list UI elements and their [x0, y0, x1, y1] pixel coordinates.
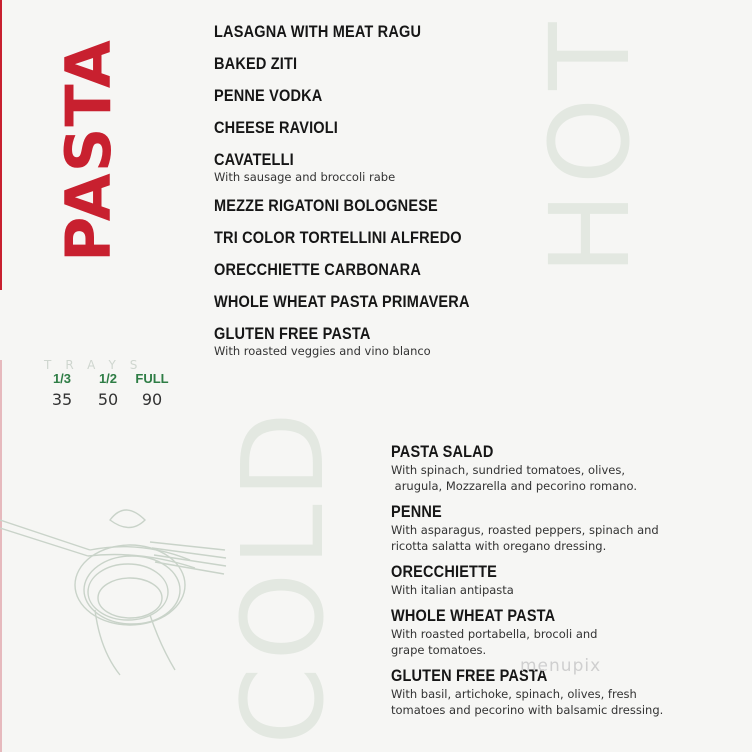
item-name: GLUTEN FREE PASTA — [214, 325, 371, 343]
item-description: ricotta salatta with oregano dressing. — [391, 539, 607, 553]
list-item — [214, 150, 504, 184]
list-item — [214, 228, 504, 248]
left-red-rule — [0, 0, 2, 290]
item-name: ORECCHIETTE CARBONARA — [214, 261, 421, 279]
list-item — [391, 502, 663, 554]
list-item — [391, 562, 663, 598]
item-description: With roasted portabella, brocoli and — [391, 627, 598, 641]
item-name: PENNE — [391, 503, 442, 521]
item-name: WHOLE WHEAT PASTA PRIMAVERA — [214, 293, 470, 311]
list-item — [214, 292, 504, 312]
hot-background-text: HOT — [526, 14, 654, 275]
cold-background-text: COLD — [219, 406, 349, 745]
list-item — [391, 442, 663, 494]
item-name: CAVATELLI — [214, 151, 294, 169]
list-item — [214, 324, 504, 358]
item-description: arugula, Mozzarella and pecorino romano. — [391, 479, 638, 493]
item-description: With roasted veggies and vino blanco — [214, 344, 431, 358]
list-item — [391, 606, 663, 658]
item-description: With sausage and broccoli rabe — [214, 170, 396, 184]
tray-size-full — [130, 371, 174, 409]
item-name: CHEESE RAVIOLI — [214, 119, 339, 137]
item-name: TRI COLOR TORTELLINI ALFREDO — [214, 229, 462, 247]
list-item — [214, 118, 504, 138]
item-description: With basil, artichoke, spinach, olives, fresh — [391, 687, 637, 701]
item-name: ORECCHIETTE — [391, 563, 498, 581]
item-name: WHOLE WHEAT PASTA — [391, 607, 556, 625]
list-item — [214, 196, 504, 216]
item-description: grape tomatoes. — [391, 643, 487, 657]
tray-size-half — [86, 371, 130, 409]
page-title: PASTA — [52, 39, 125, 262]
trays-label: TRAYS — [44, 358, 152, 372]
tray-price: 35 — [51, 390, 73, 409]
list-item — [214, 54, 504, 74]
tray-price: 50 — [97, 390, 119, 409]
item-description: tomatoes and pecorino with balsamic dressing. — [391, 703, 664, 717]
cold-pasta-list — [391, 442, 663, 726]
tray-size-label: 1/3 — [52, 371, 72, 386]
tray-size-third — [40, 371, 84, 409]
tray-size-label: 1/2 — [98, 371, 118, 386]
item-name: BAKED ZITI — [214, 55, 298, 73]
item-description: With asparagus, roasted peppers, spinach and — [391, 523, 659, 537]
item-description: With spinach, sundried tomatoes, olives, — [391, 463, 626, 477]
list-item — [214, 22, 504, 42]
watermark: menupix — [520, 656, 602, 676]
item-name: LASAGNA WITH MEAT RAGU — [214, 23, 422, 41]
item-name: PENNE VODKA — [214, 87, 323, 105]
tray-price: 90 — [141, 390, 163, 409]
item-name: PASTA SALAD — [391, 443, 494, 461]
tray-size-label: FULL — [135, 371, 169, 386]
list-item — [214, 86, 504, 106]
list-item — [214, 260, 504, 280]
fork-pasta-illustration-icon — [0, 480, 230, 680]
item-name: GLUTEN FREE PASTA — [391, 667, 548, 685]
item-name: MEZZE RIGATONI BOLOGNESE — [214, 197, 438, 215]
hot-pasta-list — [214, 22, 504, 370]
item-description: With italian antipasta — [391, 583, 514, 597]
